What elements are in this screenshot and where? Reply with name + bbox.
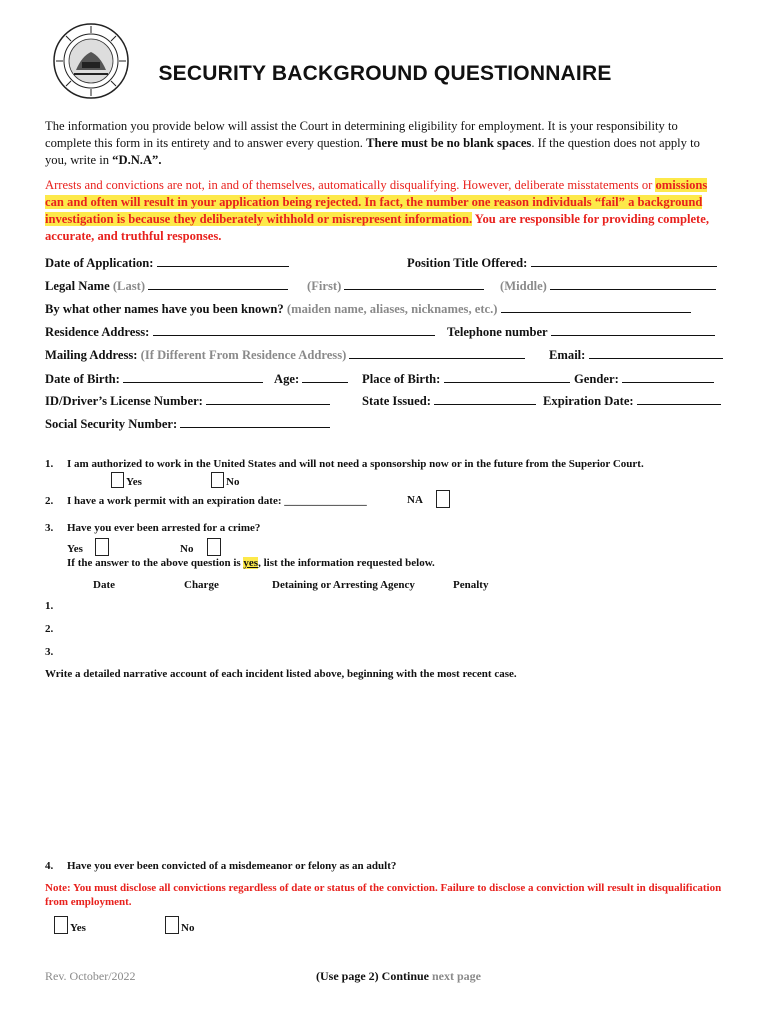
q4-yes-option[interactable]: Yes (54, 916, 86, 934)
mailing-address-field[interactable]: Mailing Address: (If Different From Residence Address) (45, 346, 525, 363)
q2-text: I have a work permit with an expiration date: _______________ (67, 495, 367, 507)
q1-no-option[interactable]: No (211, 472, 239, 488)
q1-number: 1. (45, 458, 54, 470)
q3-text: Have you ever been arrested for a crime? (67, 522, 261, 534)
q3-yes-label: Yes (67, 543, 83, 555)
incident-row-2: 2. (45, 623, 54, 635)
q3-no-checkbox[interactable] (207, 538, 223, 558)
other-names-field[interactable]: By what other names have you been known? (maiden name, aliases, nicknames, etc.) (45, 300, 691, 317)
q4-number: 4. (45, 860, 54, 872)
place-of-birth-field[interactable]: Place of Birth: (362, 370, 570, 387)
q3-number: 3. (45, 522, 54, 534)
col-header-charge: Charge (184, 579, 219, 591)
intro-paragraph: The information you provide below will assist the Court in determining eligibility for employment. It is your responsibility to complete this form in its entirety and to answer every question. There must be no blank spaces. If the question does not apply to you, write in “D.N.A”. (45, 119, 700, 167)
revision-date: Rev. October/2022 (45, 969, 136, 983)
residence-address-field[interactable]: Residence Address: (45, 323, 435, 340)
checkbox-icon[interactable] (165, 916, 179, 934)
id-license-field[interactable]: ID/Driver’s License Number: (45, 392, 330, 409)
checkbox-icon[interactable] (211, 472, 224, 488)
date-of-birth-field[interactable]: Date of Birth: (45, 370, 263, 387)
ssn-field[interactable]: Social Security Number: (45, 415, 330, 432)
narrative-instruction: Write a detailed narrative account of each incident listed above, beginning with the most recent case. (45, 668, 517, 680)
incident-row-1: 1. (45, 600, 54, 612)
date-of-application-field[interactable]: Date of Application: (45, 254, 289, 271)
q4-text: Have you ever been convicted of a misdemeanor or felony as an adult? (67, 860, 397, 872)
q3-follow-up: If the answer to the above question is yes, list the information requested below. (67, 557, 435, 569)
col-header-agency: Detaining or Arresting Agency (272, 579, 415, 591)
legal-name-first-field[interactable]: (First) (307, 277, 484, 294)
q1-yes-option[interactable]: Yes (111, 472, 142, 488)
q4-no-option[interactable]: No (165, 916, 194, 934)
q2-na-checkbox[interactable] (436, 490, 452, 510)
q3-no-label: No (180, 543, 194, 555)
q3-yes-checkbox[interactable] (95, 538, 111, 558)
age-field[interactable]: Age: (274, 370, 348, 387)
email-field[interactable]: Email: (549, 346, 723, 363)
q2-na-label: NA (407, 494, 423, 506)
continue-note: (Use page 2) Continue next page (316, 969, 481, 983)
legal-name-middle-field[interactable]: (Middle) (500, 277, 716, 294)
q2-number: 2. (45, 495, 54, 507)
page-title: SECURITY BACKGROUND QUESTIONNAIRE (158, 62, 612, 85)
incident-row-3: 3. (45, 646, 54, 658)
expiration-date-field[interactable]: Expiration Date: (543, 392, 721, 409)
state-issued-field[interactable]: State Issued: (362, 392, 536, 409)
position-title-field[interactable]: Position Title Offered: (407, 254, 717, 271)
q1-text: I am authorized to work in the United States and will not need a sponsorship now or in the future from the Superior Court. (67, 458, 644, 470)
court-seal-logo (52, 22, 130, 100)
warning-paragraph: Arrests and convictions are not, in and of themselves, automatically disqualifying. However, deliberate misstatements or omissions can and often will result in your application being rejected. In fact, the number one reason individuals “fail” a background investigation is because they deliberately withhold or misrepresent information. You are responsible for providing complete, accurate, and truthful responses. (45, 178, 709, 243)
col-header-penalty: Penalty (453, 579, 489, 591)
legal-name-last-field[interactable]: Legal Name (Last) (45, 277, 288, 294)
q4-note: Note: You must disclose all convictions regardless of date or status of the conviction. Failure to disclose a conviction will result in disqualification from employment. (45, 882, 722, 908)
col-header-date: Date (93, 579, 115, 591)
gender-field[interactable]: Gender: (574, 370, 714, 387)
checkbox-icon[interactable] (111, 472, 124, 488)
checkbox-icon[interactable] (54, 916, 68, 934)
telephone-field[interactable]: Telephone number (447, 323, 715, 340)
